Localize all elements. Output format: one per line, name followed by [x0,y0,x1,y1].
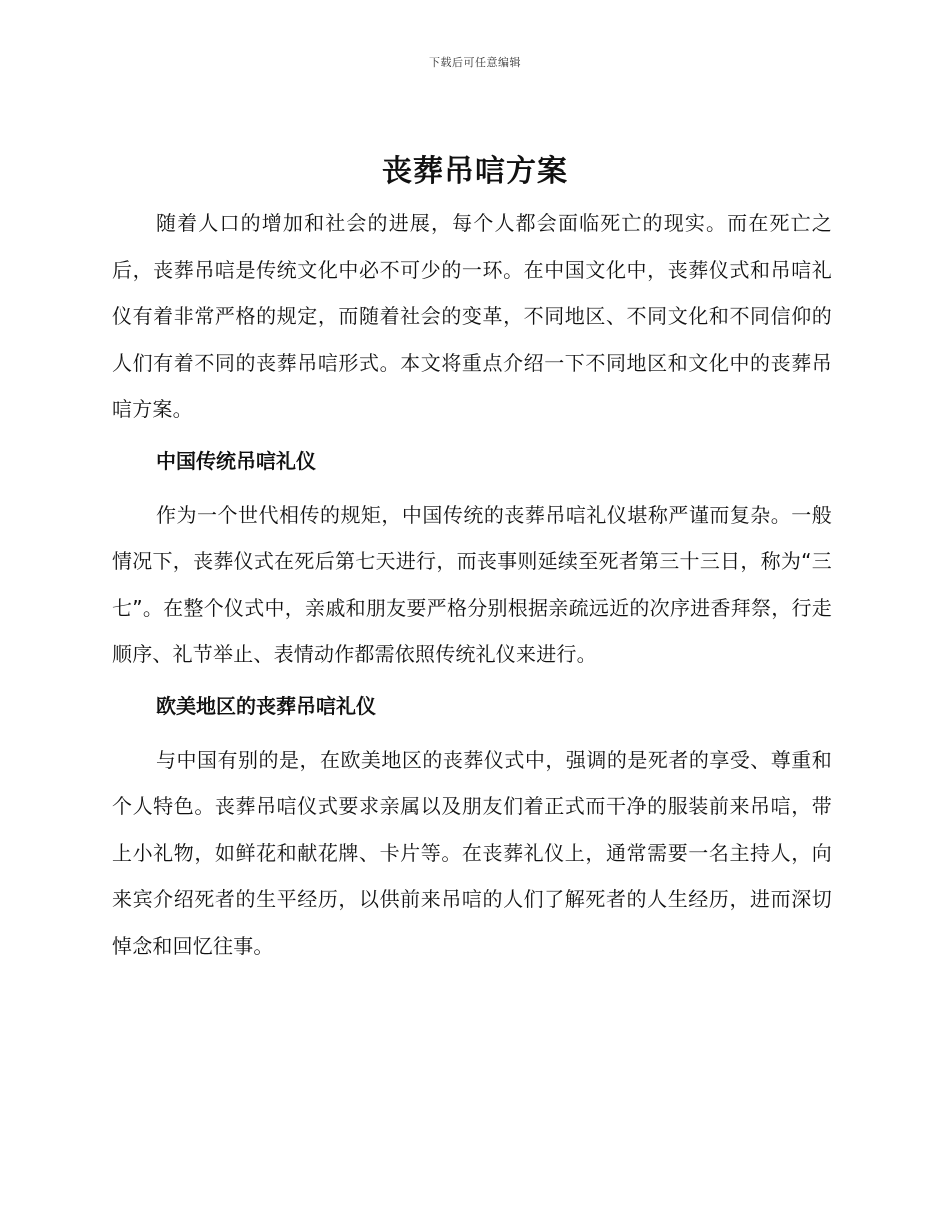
section-paragraph-chinese-tradition: 作为一个世代相传的规矩，中国传统的丧葬吊唁礼仪堪称严谨而复杂。一般情况下，丧葬仪式在死后第七天进行，而丧事则延续至死者第三十三日，称为“三七”。在整个仪式中，亲戚和朋友要严格分别根据亲疏远近的次序进香拜祭，行走顺序、礼节举止、表情动作都需依照传统礼仪来进行。 [112,502,832,666]
section-paragraph-western: 与中国有别的是，在欧美地区的丧葬仪式中，强调的是死者的享受、尊重和个人特色。丧葬吊唁仪式要求亲属以及朋友们着正式而干净的服装前来吊唁，带上小礼物，如鲜花和献花牌、卡片等。在丧葬礼仪上，通常需要一名主持人，向来宾介绍死者的生平经历，以供前来吊唁的人们了解死者的人生经历，进而深切悼念和回忆往事。 [112,747,832,958]
document-body [112,200,832,969]
header-note: 下载后可任意编辑 [429,56,521,69]
intro-paragraph: 随着人口的增加和社会的进展，每个人都会面临死亡的现实。而在死亡之后，丧葬吊唁是传统文化中必不可少的一环。在中国文化中，丧葬仪式和吊唁礼仪有着非常严格的规定，而随着社会的变革，不同地区、不同文化和不同信仰的人们有着不同的丧葬吊唁形式。本文将重点介绍一下不同地区和文化中的丧葬吊唁方案。 [112,211,832,421]
section-heading-western: 欧美地区的丧葬吊唁礼仪 [156,693,376,718]
document-title: 丧葬吊唁方案 [382,154,568,189]
section-heading-chinese-tradition: 中国传统吊唁礼仪 [156,448,316,473]
